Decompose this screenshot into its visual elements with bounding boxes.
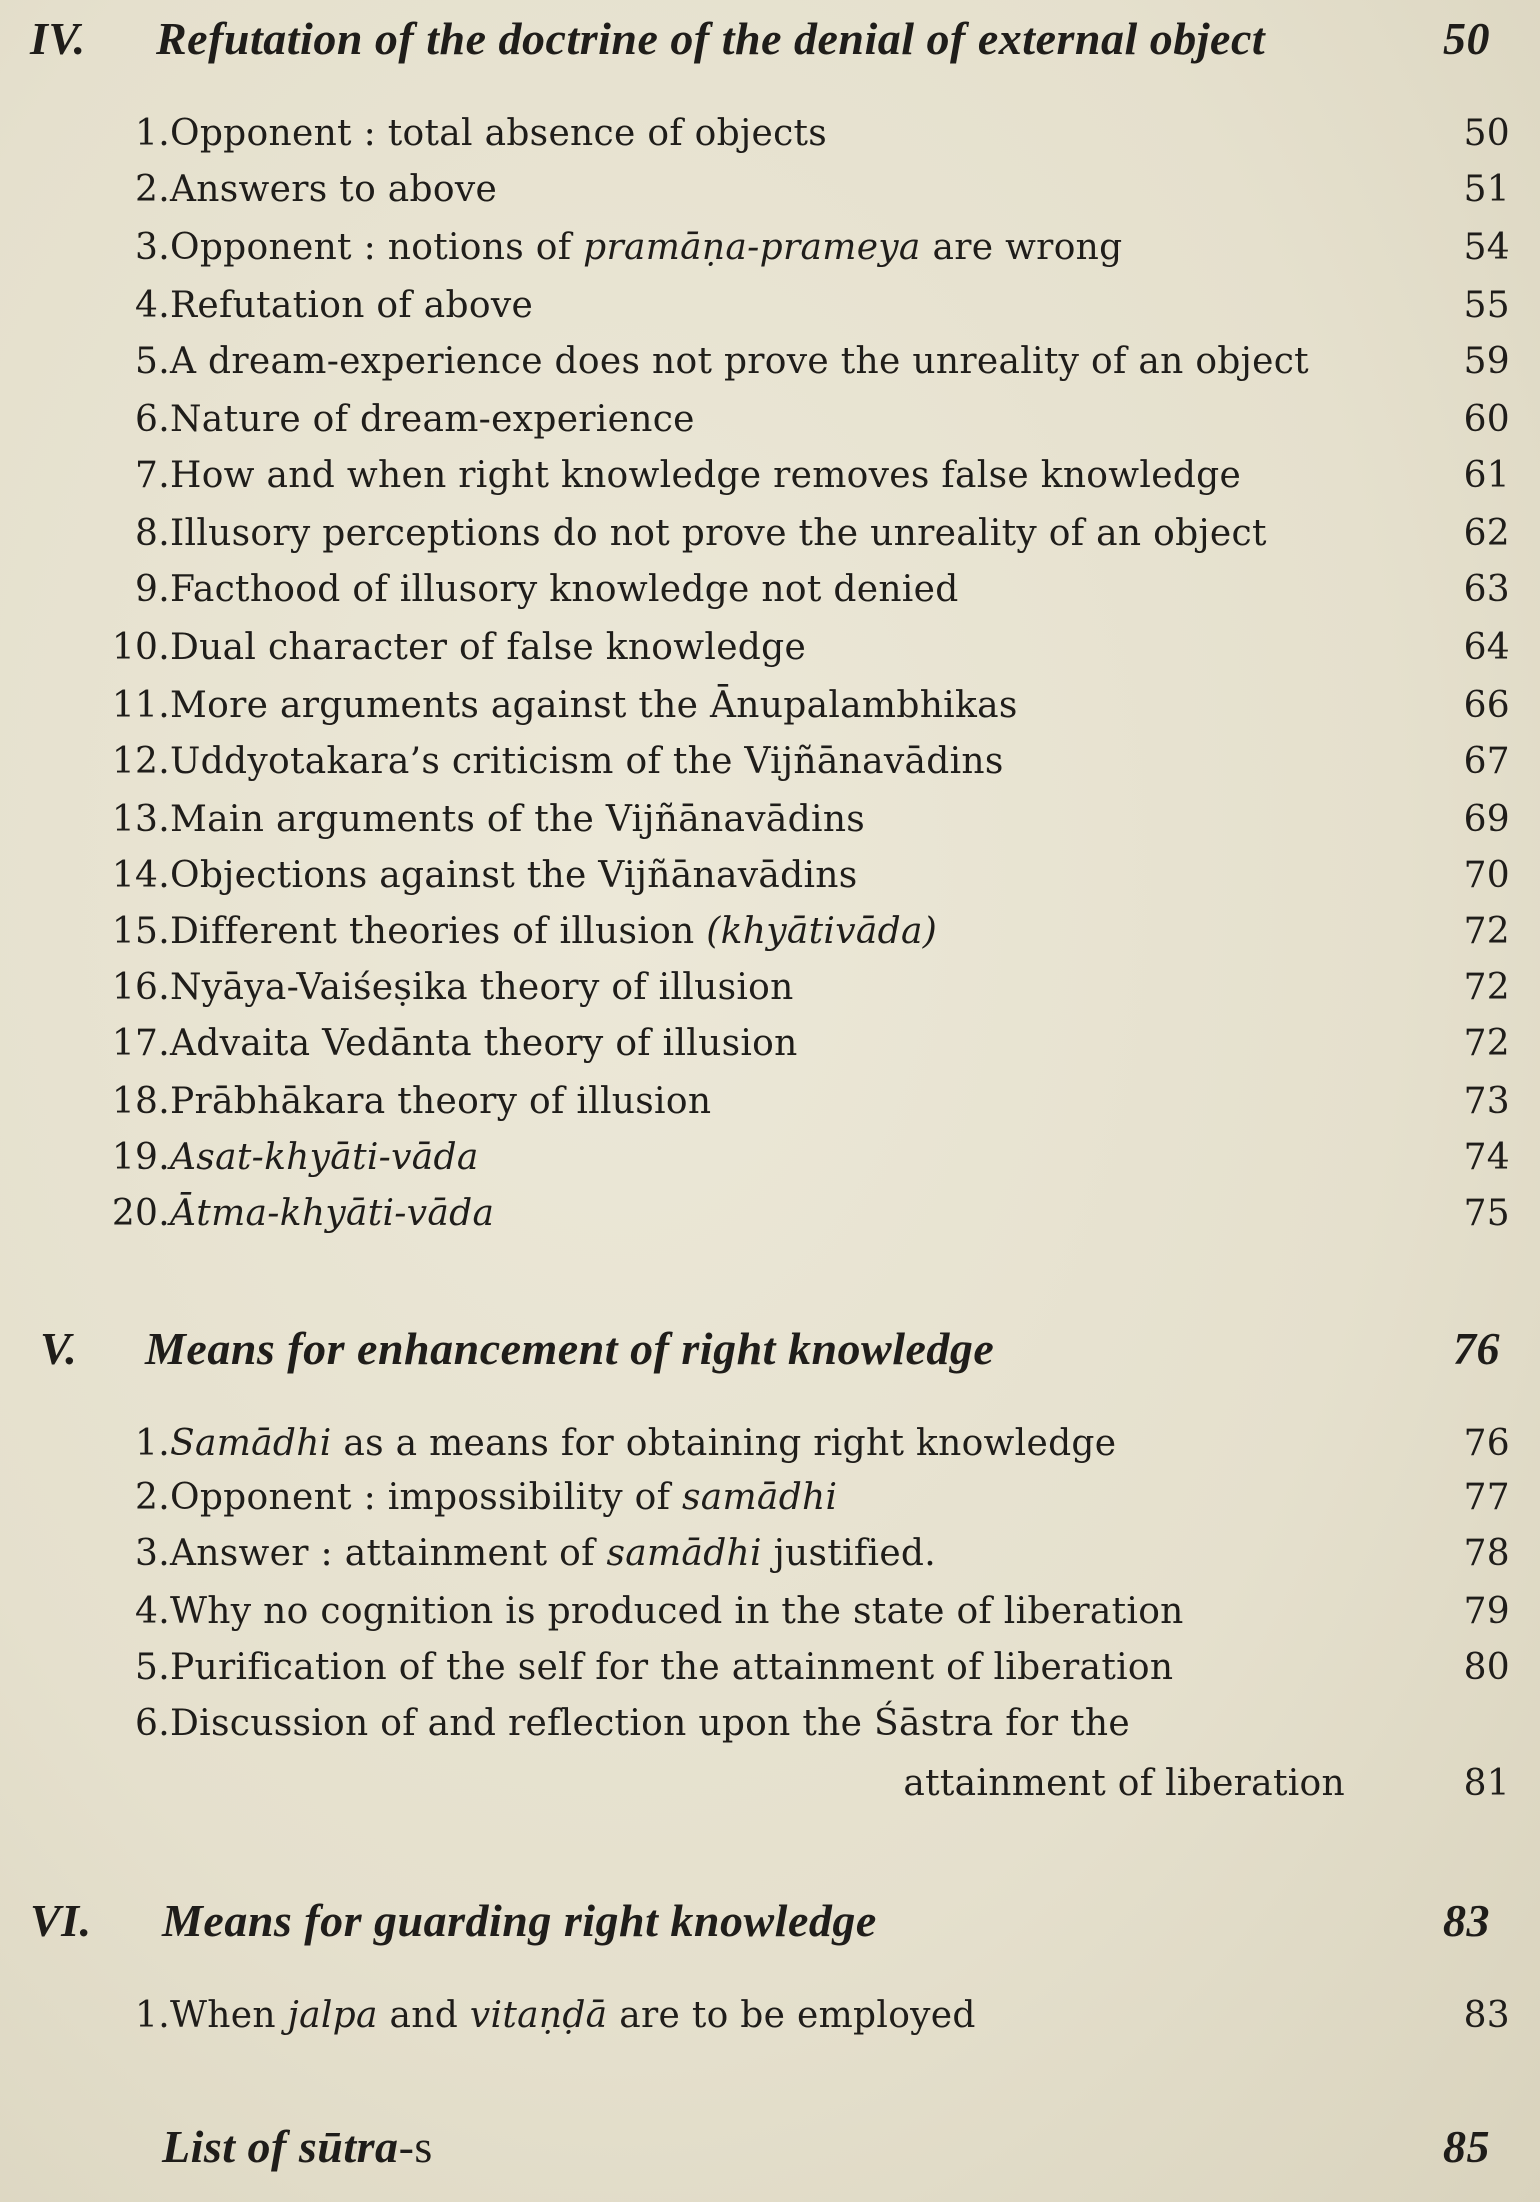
entry-number: 9. <box>135 569 170 610</box>
entry-text: Purification of the self for the attainment of liberation <box>170 1647 1174 1688</box>
entry-number: 4. <box>135 1591 170 1632</box>
entry-page: 62 <box>1463 513 1510 554</box>
entry-text: When jalpa and vitaṇḍā are to be employed <box>170 1995 976 2036</box>
entry-number: 16. <box>111 967 170 1008</box>
entry-text: Samādhi as a means for obtaining right knowledge <box>170 1423 1117 1464</box>
entry-number: 1. <box>135 1995 170 2036</box>
entry-page: 73 <box>1463 1081 1510 1122</box>
entry-page: 72 <box>1463 911 1510 952</box>
entry-text: Main arguments of the Vijñānavādins <box>170 799 866 840</box>
entry-page: 70 <box>1463 855 1510 896</box>
section-number: VI. <box>30 1895 92 1946</box>
section-title: Means for guarding right knowledge <box>162 1895 877 1946</box>
entry-number: 17. <box>111 1023 170 1064</box>
entry-page: 79 <box>1463 1591 1510 1632</box>
entry-number: 12. <box>111 741 170 782</box>
entry-number: 20. <box>111 1193 170 1234</box>
entry-page: 74 <box>1463 1137 1510 1178</box>
entry-page: 64 <box>1463 627 1510 668</box>
section-heading <box>30 12 1510 65</box>
section-number: IV. <box>30 13 86 64</box>
appendix-page: 85 <box>1443 2121 1490 2172</box>
entry-number: 4. <box>135 285 170 326</box>
entry-number: 14. <box>111 855 170 896</box>
entry-page: 60 <box>1463 399 1510 440</box>
entry-number: 13. <box>111 799 170 840</box>
entry-text: Facthood of illusory knowledge not denied <box>170 569 959 610</box>
entry-page: 59 <box>1463 341 1510 382</box>
entry-number: 5. <box>135 341 170 382</box>
entry-page: 72 <box>1463 967 1510 1008</box>
entry-text: Prābhākara theory of illusion <box>170 1081 712 1122</box>
appendix-heading <box>162 2120 1510 2173</box>
section-page: 50 <box>1443 13 1490 64</box>
entry-number: 6. <box>135 1703 170 1744</box>
entry-text: Advaita Vedānta theory of illusion <box>170 1023 798 1064</box>
entry-number: 2. <box>135 169 170 210</box>
entry-text: Opponent : notions of pramāṇa-prameya are wrong <box>170 227 1123 268</box>
entry-text: Asat-khyāti-vāda <box>170 1137 479 1178</box>
entry-text: attainment of liberation <box>903 1763 1345 1804</box>
section-title: Refutation of the doctrine of the denial of external object <box>156 13 1266 64</box>
entry-page: 83 <box>1463 1995 1510 2036</box>
entry-text: Answer : attainment of samādhi justified. <box>170 1533 937 1574</box>
section-page: 76 <box>1453 1323 1500 1374</box>
entry-page: 67 <box>1463 741 1510 782</box>
entry-text: Different theories of illusion (khyātivāda) <box>170 911 938 952</box>
section-number: V. <box>40 1323 78 1374</box>
entry-text: Opponent : impossibility of samādhi <box>170 1477 838 1518</box>
entry-number: 1. <box>135 113 170 154</box>
entry-page: 78 <box>1463 1533 1510 1574</box>
entry-number: 15. <box>111 911 170 952</box>
section-heading <box>40 1322 1520 1375</box>
section-title: Means for enhancement of right knowledge <box>145 1323 995 1374</box>
entry-number: 8. <box>135 513 170 554</box>
entry-number: 7. <box>135 455 170 496</box>
entry-text: Discussion of and reflection upon the Śāstra for the <box>170 1703 1130 1744</box>
entry-text: More arguments against the Ānupalambhikas <box>170 685 1018 726</box>
entry-page: 76 <box>1463 1423 1510 1464</box>
entry-text: Opponent : total absence of objects <box>170 113 828 154</box>
entry-page: 75 <box>1463 1193 1510 1234</box>
appendix-title: List of sūtra-s <box>162 2121 433 2172</box>
entry-number: 10. <box>111 627 170 668</box>
entry-text: A dream-experience does not prove the unreality of an object <box>170 341 1309 382</box>
entry-page: 61 <box>1463 455 1510 496</box>
entry-text: Answers to above <box>170 169 498 210</box>
entry-text: Refutation of above <box>170 285 534 326</box>
entry-text: How and when right knowledge removes false knowledge <box>170 455 1242 496</box>
entry-number: 19. <box>111 1137 170 1178</box>
entry-number: 3. <box>135 227 170 268</box>
entry-page: 69 <box>1463 799 1510 840</box>
entry-page: 54 <box>1463 227 1510 268</box>
entry-text: Illusory perceptions do not prove the unreality of an object <box>170 513 1267 554</box>
entry-number: 2. <box>135 1477 170 1518</box>
entry-page: 81 <box>1463 1763 1510 1804</box>
entry-text: Dual character of false knowledge <box>170 627 807 668</box>
entry-page: 66 <box>1463 685 1510 726</box>
entry-text: Objections against the Vijñānavādins <box>170 855 858 896</box>
entry-number: 1. <box>135 1423 170 1464</box>
entry-number: 6. <box>135 399 170 440</box>
entry-page: 63 <box>1463 569 1510 610</box>
entry-page: 80 <box>1463 1647 1510 1688</box>
entry-text: Nyāya-Vaiśeṣika theory of illusion <box>170 967 794 1008</box>
entry-number: 11. <box>111 685 170 726</box>
entry-text: Uddyotakara’s criticism of the Vijñānavādins <box>170 741 1004 782</box>
entry-number: 5. <box>135 1647 170 1688</box>
section-page: 83 <box>1443 1895 1490 1946</box>
entry-text: Why no cognition is produced in the state of liberation <box>170 1591 1184 1632</box>
entry-page: 51 <box>1463 169 1510 210</box>
section-heading <box>30 1894 1510 1947</box>
entry-text: Nature of dream-experience <box>170 399 695 440</box>
entry-number: 18. <box>111 1081 170 1122</box>
entry-page: 55 <box>1463 285 1510 326</box>
entry-page: 72 <box>1463 1023 1510 1064</box>
entry-page: 77 <box>1463 1477 1510 1518</box>
entry-number: 3. <box>135 1533 170 1574</box>
entry-page: 50 <box>1463 113 1510 154</box>
entry-text: Ātma-khyāti-vāda <box>170 1193 495 1234</box>
